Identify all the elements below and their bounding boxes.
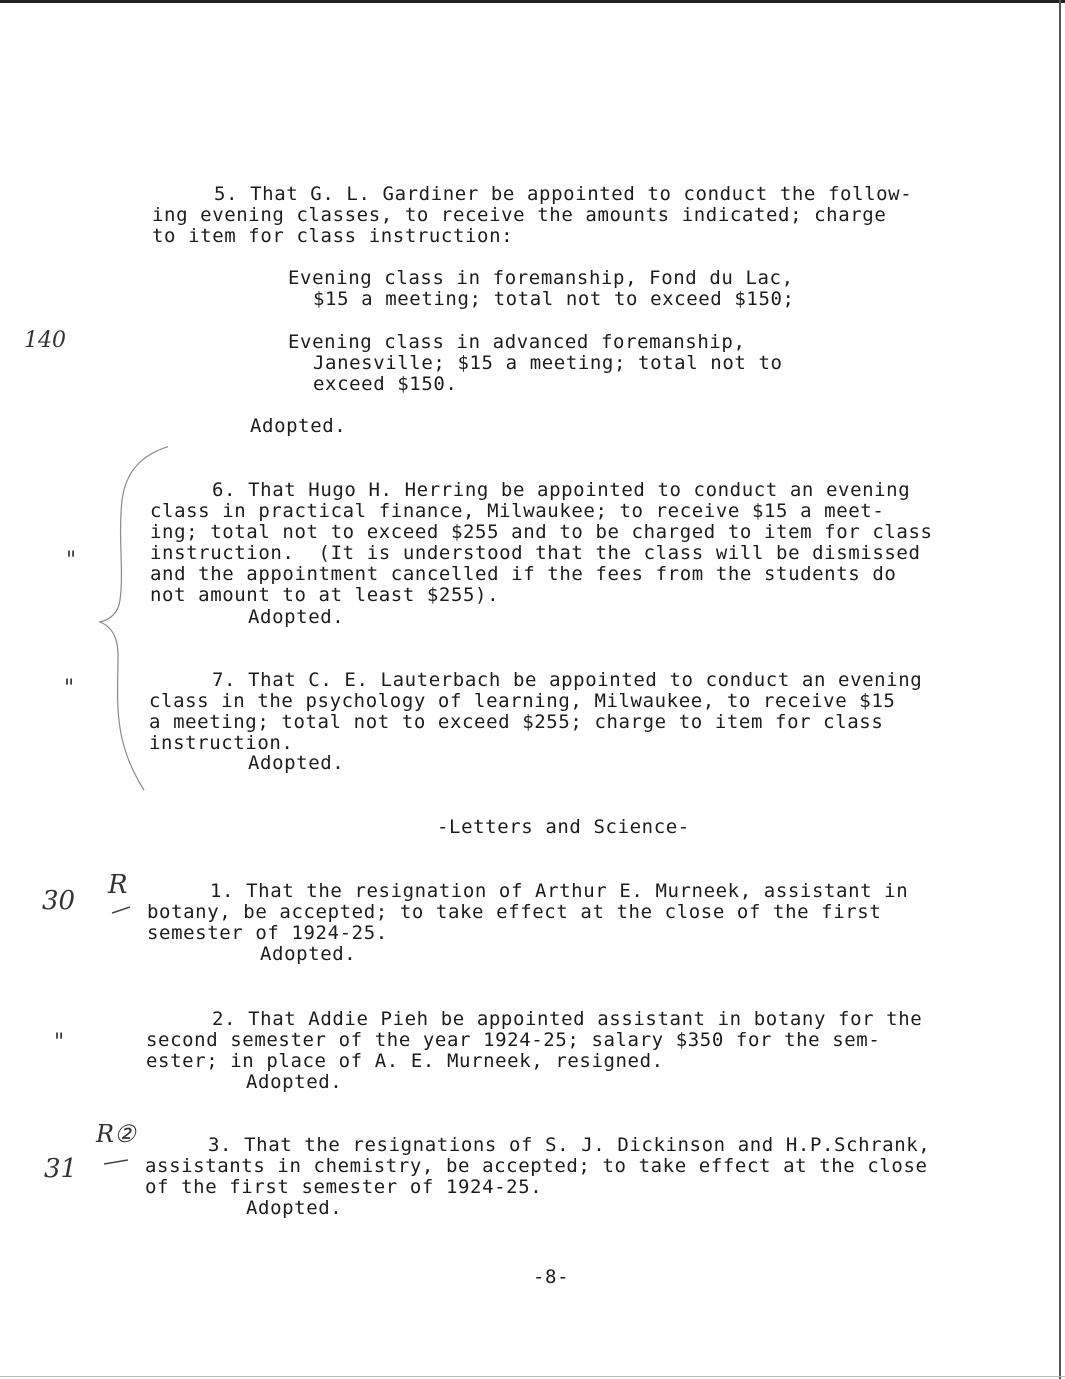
ls1-line: semester of 1924-25. [147,922,388,944]
margin-underline-mark [110,905,134,915]
ls1-line: botany, be accepted; to take effect at the close of the first [147,901,882,923]
ls2-line: ester; in place of A. E. Murneek, resigned. [146,1050,664,1072]
item7-line: instruction. [149,732,294,754]
margin-brace-mark [88,440,168,800]
item5-sub2-line: exceed $150. [313,373,458,395]
margin-ditto-mark: " [66,548,77,573]
ls3-line: assistants in chemistry, be accepted; to take effect at the close [145,1155,928,1177]
margin-note-30: 30 [42,886,76,916]
ls1-adopted: Adopted. [260,943,357,965]
item5-sub1-line: $15 a meeting; total not to exceed $150; [313,288,795,310]
margin-note-140: 140 [24,328,66,353]
item7-line: 7. That C. E. Lauterbach be appointed to conduct an evening [212,669,923,691]
margin-note-31: 31 [44,1154,78,1184]
item5-line: 5. That G. L. Gardiner be appointed to conduct the follow- [214,183,913,205]
ls2-line: second semester of the year 1924-25; salary $350 for the sem- [146,1029,881,1051]
margin-ditto-mark: " [64,676,75,701]
item5-line: to item for class instruction: [152,225,514,247]
margin-note-r: R [108,870,128,900]
item6-line: not amount to at least $255). [150,584,500,606]
item5-sub2-line: Janesville; $15 a meeting; total not to [313,352,783,374]
ls2-adopted: Adopted. [246,1071,343,1093]
right-edge-rule [1059,0,1061,1379]
ls2-line: 2. That Addie Pieh be appointed assistant in botany for the [212,1008,923,1030]
margin-underline-mark [102,1158,132,1166]
item6-line: instruction. (It is understood that the class will be dismissed [150,542,921,564]
item5-line: ing evening classes, to receive the amounts indicated; charge [152,204,887,226]
ls1-line: 1. That the resignation of Arthur E. Murneek, assistant in [210,880,909,902]
item5-sub2-line: Evening class in advanced foremanship, [288,331,746,353]
item6-line: ing; total not to exceed $255 and to be charged to item for class [150,521,933,543]
ls3-adopted: Adopted. [246,1197,343,1219]
item6-line: 6. That Hugo H. Herring be appointed to conduct an evening [212,479,911,501]
ls3-line: 3. That the resignations of S. J. Dickinson and H.P.Schrank, [208,1134,931,1156]
item6-adopted: Adopted. [248,606,345,628]
item7-line: class in the psychology of learning, Milwaukee, to receive $15 [149,690,896,712]
margin-ditto-mark: " [54,1030,65,1055]
item6-line: and the appointment cancelled if the fees from the students do [150,563,897,585]
item7-adopted: Adopted. [248,752,345,774]
item5-sub1-line: Evening class in foremanship, Fond du Lac, [288,267,794,289]
ls3-line: of the first semester of 1924-25. [145,1176,543,1198]
margin-note-r-circled-2: R② [96,1120,136,1148]
item5-adopted: Adopted. [250,415,347,437]
section-heading: -Letters and Science- [437,816,690,838]
item6-line: class in practical finance, Milwaukee; to receive $15 a meet- [150,500,885,522]
top-edge-rule [0,0,1065,3]
page-number: -8- [533,1266,570,1288]
item7-line: a meeting; total not to exceed $255; charge to item for class [149,711,884,733]
bottom-edge-rule [0,1376,1065,1377]
